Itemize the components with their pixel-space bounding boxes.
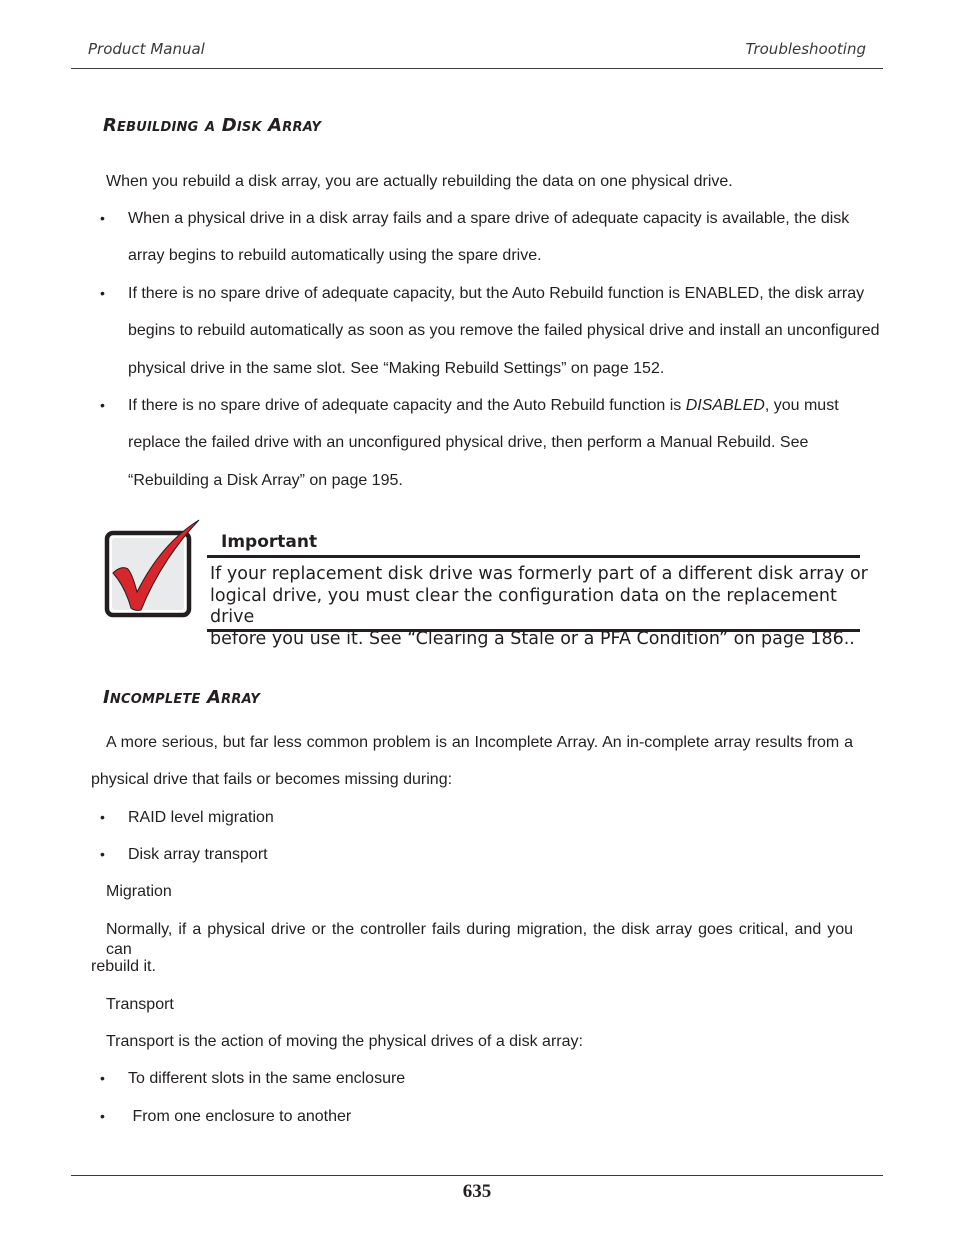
bullet-marker: • (100, 809, 105, 825)
bullet-marker: • (100, 210, 105, 226)
paragraph2-line1: Normally, if a physical drive or the controller fails during migration, the disk array goes critical, and you can (106, 921, 853, 958)
paragraph1-line1: A more serious, but far less common problem is an Incomplete Array. An in-complete array results from a (106, 734, 853, 751)
list-item-different-slots: To different slots in the same enclosure (128, 1070, 406, 1087)
section-title-rebuilding: Rebuilding a Disk Array (103, 115, 322, 136)
page-number: 635 (462, 1181, 492, 1202)
bullet2-line2: begins to rebuild automatically as soon as you remove the failed physical drive and install an unconfigured (128, 322, 880, 339)
bullet1-line1: When a physical drive in a disk array fails and a spare drive of adequate capacity is available, the disk (128, 210, 850, 227)
important-bottom-rule (207, 629, 860, 632)
important-line2: logical drive, you must clear the configuration data on the replacement drive (210, 585, 837, 627)
bullet2-line1: If there is no spare drive of adequate capacity, but the Auto Rebuild function is ENABLED, the disk array (128, 285, 865, 302)
checkmark-icon (104, 518, 202, 618)
important-body (210, 564, 870, 650)
disabled-emphasis: DISABLED (685, 397, 765, 414)
important-line3: before you use it. See “Clearing a Stale or a PFA Condition” on page 186.. (210, 628, 855, 649)
important-title: Important (221, 532, 318, 552)
paragraph2-line2: rebuild it. (91, 958, 156, 975)
footer-rule (71, 1175, 883, 1176)
bullet1-line2: array begins to rebuild automatically using the spare drive. (128, 247, 542, 264)
bullet3-text-c: , you must (764, 397, 839, 414)
header-rule (71, 68, 883, 69)
bullet2-line3: physical drive in the same slot. See “Making Rebuild Settings” on page 152. (128, 360, 665, 377)
list-item-transport: Disk array transport (128, 846, 268, 863)
running-header-right: Troubleshooting (745, 40, 866, 58)
list-item-raid-migration: RAID level migration (128, 809, 274, 826)
bullet3-text-a: If there is no spare drive of adequate capacity and the Auto Rebuild function is (128, 397, 686, 414)
bullet-marker: • (100, 285, 105, 301)
subheading-migration: Migration (106, 883, 172, 900)
important-line1: If your replacement disk drive was formerly part of a different disk array or (210, 564, 868, 584)
section-title-incomplete: Incomplete Array (103, 687, 260, 708)
list-item-other-enclosure: From one enclosure to another (128, 1108, 352, 1125)
bullet-marker: • (100, 397, 105, 413)
running-header-left: Product Manual (88, 40, 205, 58)
bullet3-line2: replace the failed drive with an unconfigured physical drive, then perform a Manual Rebuild. See (128, 434, 809, 451)
important-top-rule (207, 555, 860, 558)
paragraph-intro: When you rebuild a disk array, you are actually rebuilding the data on one physical drive. (106, 173, 733, 190)
bullet3-line1 (128, 396, 839, 416)
paragraph3: Transport is the action of moving the physical drives of a disk array: (106, 1033, 583, 1050)
subheading-transport: Transport (106, 996, 174, 1013)
bullet-marker: • (100, 1070, 105, 1086)
bullet3-line3: “Rebuilding a Disk Array” on page 195. (128, 472, 403, 489)
paragraph1-line2: physical drive that fails or becomes missing during: (91, 771, 453, 788)
bullet-marker: • (100, 846, 105, 862)
bullet-marker: • (100, 1108, 105, 1124)
